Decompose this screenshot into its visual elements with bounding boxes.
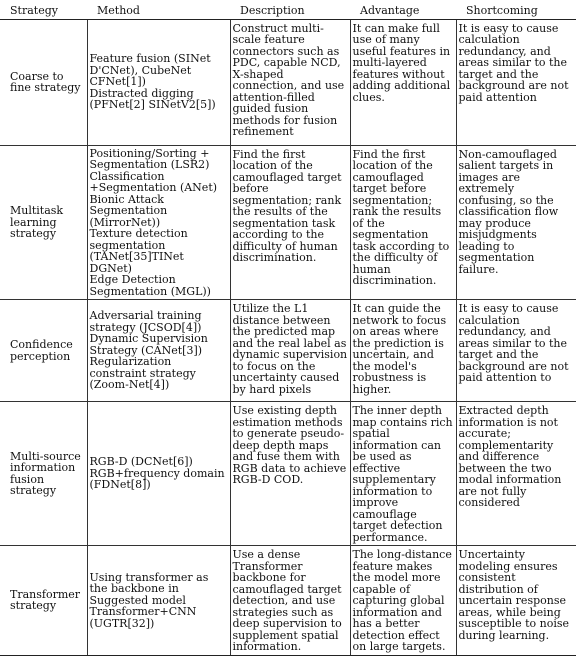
cell-description: Use a dense Transformer backbone for camouflaged target detection, and use strategies such as deep supervision to supplement spatial information. (230, 546, 350, 656)
method-item: RGB+frequency domain (FDNet[8]) (89, 466, 225, 492)
cell-advantage: It can guide the network to focus on areas where the prediction is uncertain, and the model's robustness is higher. (350, 300, 456, 402)
method-item: Regularization constraint strategy (Zoom-Net[4]) (89, 355, 196, 392)
cell-advantage: The long-distance feature makes the model more capable of capturing global information and has a better detection effect on large targets. (350, 546, 456, 656)
method-item: Distracted digging (PFNet[2] SINetV2[5]) (89, 86, 216, 112)
method-item: Using transformer as the backbone in Suggested model Transformer+CNN (UGTR[32]) (89, 570, 209, 630)
cell-shortcoming: Non-camouflaged salient targets in images are extremely confusing, so the classification flow may produce misjudgments leading to segmentation failure. (456, 145, 576, 300)
header-method: Method (87, 2, 230, 19)
method-item: Feature fusion (SINet D'CNet), CubeNet CFNet[1]) (89, 52, 211, 89)
method-item: Dynamic Supervision Strategy (CANet[3]) (89, 332, 208, 357)
header-description: Description (230, 2, 350, 19)
comparison-table (0, 2, 576, 656)
cell-description: Utilize the L1 distance between the predicted map and the real label as dynamic supervision to focus on the uncertainty caused by hard pixels (230, 300, 350, 402)
cell-description: Use existing depth estimation methods to generate pseudo-deep depth maps and fuse them with RGB data to achieve RGB-D COD. (230, 402, 350, 546)
cell-method (87, 300, 230, 402)
method-item: Bionic Attack Segmentation (MirrorNet)) (89, 192, 168, 229)
cell-method (87, 145, 230, 300)
header-strategy: Strategy (0, 2, 87, 19)
cell-method (87, 402, 230, 546)
cell-shortcoming: Extracted depth information is not accurate; complementarity and difference between the two modal information are not fully considered (456, 402, 576, 546)
cell-strategy: Coarse to fine strategy (0, 19, 87, 145)
cell-shortcoming: Uncertainty modeling ensures consistent distribution of uncertain response areas, while being susceptible to noise during learning. (456, 546, 576, 656)
cell-shortcoming: It is easy to cause calculation redundancy, and areas similar to the target and the background are not paid attention (456, 19, 576, 145)
table-row (0, 19, 576, 145)
cell-advantage: Find the first location of the camouflaged target before segmentation; rank the results of the segmentation task according to the difficulty of human discrimination. (350, 145, 456, 300)
method-item: Edge Detection Segmentation (MGL)) (89, 273, 211, 298)
cell-strategy: Confidence perception (0, 300, 87, 402)
method-item: RGB-D (DCNet[6]) (89, 455, 193, 469)
cell-strategy: Multitask learning strategy (0, 145, 87, 300)
cell-advantage: The inner depth map contains rich spatial information can be used as effective supplementary information to improve camouflage target detection performance. (350, 402, 456, 546)
header-row (0, 2, 576, 19)
cell-advantage: It can make full use of many useful features in multi-layered features without adding additional clues. (350, 19, 456, 145)
cell-description: Find the first location of the camouflaged target before segmentation; rank the results of the segmentation task according to the difficulty of human discrimination. (230, 145, 350, 300)
table-row (0, 402, 576, 546)
method-item: Adversarial training strategy (JCSOD[4]) (89, 309, 202, 334)
method-item: Positioning/Sorting + Segmentation (LSR2) (89, 146, 210, 171)
cell-method (87, 19, 230, 145)
cell-shortcoming: It is easy to cause calculation redundancy, and areas similar to the target and the background are not paid attention to (456, 300, 576, 402)
method-item: Classification +Segmentation (ANet) (89, 169, 218, 194)
table-row (0, 300, 576, 402)
cell-description: Construct multi-scale feature connectors such as PDC, capable NCD, X-shaped connection, and use attention-filled guided fusion methods for fusion refinement (230, 19, 350, 145)
table-row (0, 145, 576, 300)
cell-strategy: Multi-source information fusion strategy (0, 402, 87, 546)
cell-strategy: Transformer strategy (0, 546, 87, 656)
table-row (0, 546, 576, 656)
header-advantage: Advantage (350, 2, 456, 19)
method-item: Texture detection segmentation (TANet[35]TINet DGNet) (89, 227, 188, 275)
cell-method (87, 546, 230, 656)
header-shortcoming: Shortcoming (456, 2, 576, 19)
